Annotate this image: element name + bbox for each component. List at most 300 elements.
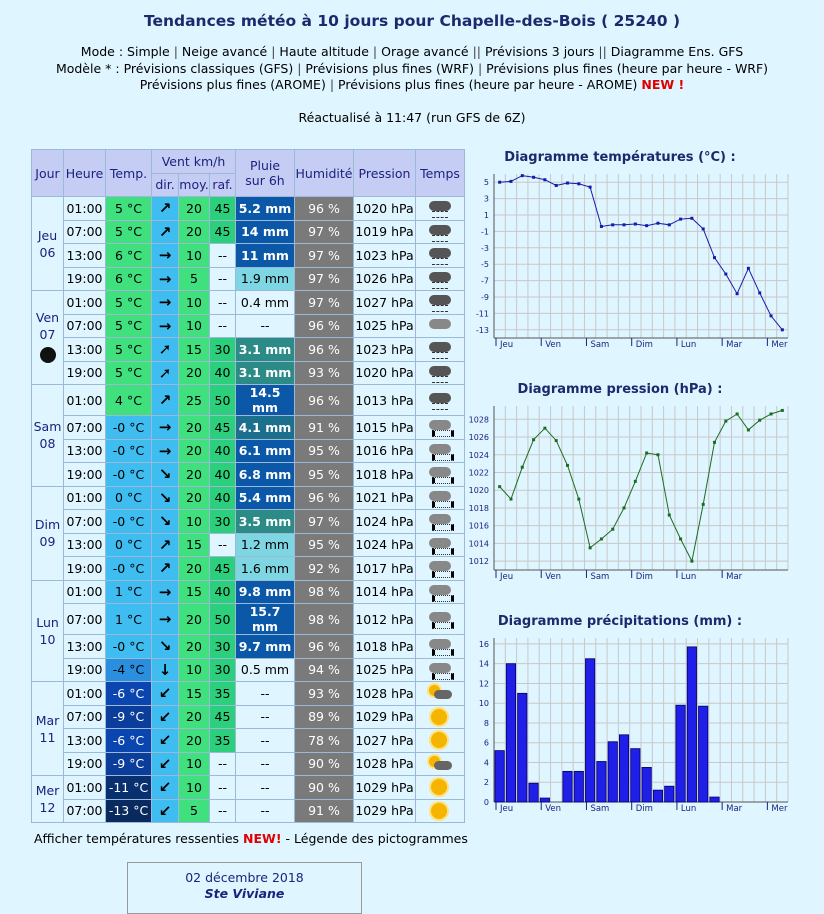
precip-bar bbox=[597, 761, 606, 802]
temperature-cell: -9 °C bbox=[106, 752, 152, 776]
precip-bar bbox=[676, 705, 685, 802]
table-row bbox=[32, 361, 465, 385]
data-point bbox=[532, 438, 535, 441]
humidity-cell: 95 % bbox=[295, 439, 354, 463]
new-moon-icon bbox=[40, 347, 56, 363]
weather-icon-cell bbox=[416, 580, 465, 604]
x-tick-label: Mer bbox=[771, 804, 788, 814]
wind-average-cell: 10 bbox=[179, 314, 210, 338]
pressure-cell: 1024 hPa bbox=[354, 510, 416, 534]
wind-direction-arrow: ↓ bbox=[152, 658, 179, 682]
humidity-cell: 96 % bbox=[295, 385, 354, 416]
model-nav-arome bbox=[0, 77, 824, 93]
y-tick-label: 1028 bbox=[468, 415, 489, 425]
data-point bbox=[645, 451, 648, 454]
data-point bbox=[600, 537, 603, 540]
rain-cell: 9.8 mm bbox=[236, 580, 295, 604]
temperature-cell: 6 °C bbox=[106, 267, 152, 291]
data-point bbox=[521, 174, 524, 177]
hour-cell: 19:00 bbox=[64, 463, 106, 487]
rain-icon bbox=[427, 223, 453, 241]
hour-cell: 01:00 bbox=[64, 385, 106, 416]
header-day: Jour bbox=[32, 150, 64, 197]
legend-link[interactable]: Légende des pictogrammes bbox=[294, 831, 468, 846]
rain-icon bbox=[427, 391, 453, 409]
wind-average-cell: 25 bbox=[179, 385, 210, 416]
weather-icon-cell bbox=[416, 220, 465, 244]
weather-icon-cell bbox=[416, 486, 465, 510]
precip-bar bbox=[585, 659, 594, 802]
data-point bbox=[611, 528, 614, 531]
table-row bbox=[32, 682, 465, 706]
wind-average-cell: 20 bbox=[179, 416, 210, 440]
wind-gust-cell: 40 bbox=[210, 580, 236, 604]
precip-bar bbox=[631, 749, 640, 802]
wind-gust-cell: -- bbox=[210, 533, 236, 557]
table-row bbox=[32, 267, 465, 291]
table-row bbox=[32, 729, 465, 753]
wind-average-cell: 15 bbox=[179, 338, 210, 362]
day-number: 10 bbox=[39, 631, 56, 647]
wind-direction-arrow: ↗ bbox=[152, 385, 179, 416]
day-name: Mar bbox=[35, 712, 60, 728]
feels-like-link[interactable]: Afficher températures ressenties bbox=[34, 831, 240, 846]
table-row bbox=[32, 291, 465, 315]
hour-cell: 07:00 bbox=[64, 314, 106, 338]
y-tick-label: -5 bbox=[481, 260, 489, 270]
weather-icon-cell bbox=[416, 776, 465, 800]
pressure-chart-title: Diagramme pression (hPa) : bbox=[517, 382, 723, 397]
temperature-cell: -0 °C bbox=[106, 439, 152, 463]
footer-separator: - bbox=[281, 831, 295, 846]
data-point bbox=[668, 223, 671, 226]
wind-direction-arrow: ↘ bbox=[152, 510, 179, 534]
nav-label: Modèle * : bbox=[55, 61, 120, 76]
data-point bbox=[509, 180, 512, 183]
data-point bbox=[770, 314, 773, 317]
data-point bbox=[589, 546, 592, 549]
rain-cell: -- bbox=[236, 799, 295, 823]
pressure-cell: 1019 hPa bbox=[354, 220, 416, 244]
wind-average-cell: 10 bbox=[179, 776, 210, 800]
data-point bbox=[736, 412, 739, 415]
wind-average-cell: 15 bbox=[179, 580, 210, 604]
nav-label: Mode : bbox=[80, 44, 124, 59]
temperature-cell: -9 °C bbox=[106, 705, 152, 729]
humidity-cell: 94 % bbox=[295, 658, 354, 682]
table-row bbox=[32, 486, 465, 510]
nav-link[interactable]: Prévisions 3 jours bbox=[484, 44, 595, 59]
wind-direction-arrow: ↘ bbox=[152, 635, 179, 659]
hour-cell: 19:00 bbox=[64, 361, 106, 385]
hour-cell: 01:00 bbox=[64, 291, 106, 315]
nav-link[interactable]: Orage avancé bbox=[381, 44, 469, 59]
temperature-cell: -4 °C bbox=[106, 658, 152, 682]
x-tick-label: Sam bbox=[590, 340, 610, 350]
weather-icon-cell bbox=[416, 267, 465, 291]
header-wind-dir: dir. bbox=[152, 173, 179, 197]
weather-icon-cell bbox=[416, 338, 465, 362]
x-tick-label: Dim bbox=[635, 572, 653, 582]
wind-average-cell: 20 bbox=[179, 361, 210, 385]
data-point bbox=[498, 181, 501, 184]
humidity-cell: 96 % bbox=[295, 338, 354, 362]
weather-icon-cell bbox=[416, 244, 465, 268]
x-tick-label: Ven bbox=[545, 340, 562, 350]
wind-average-cell: 20 bbox=[179, 635, 210, 659]
rain-cell: 6.1 mm bbox=[236, 439, 295, 463]
precipitation-chart bbox=[470, 630, 794, 820]
temperature-cell: -6 °C bbox=[106, 729, 152, 753]
wind-average-cell: 20 bbox=[179, 197, 210, 221]
data-point bbox=[521, 466, 524, 469]
temperature-cell: -11 °C bbox=[106, 776, 152, 800]
header-wind-avg: moy. bbox=[179, 173, 210, 197]
temperature-cell: 0 °C bbox=[106, 486, 152, 510]
nav-link[interactable]: Haute altitude bbox=[279, 44, 369, 59]
data-point bbox=[724, 273, 727, 276]
pressure-cell: 1029 hPa bbox=[354, 705, 416, 729]
wind-average-cell: 10 bbox=[179, 752, 210, 776]
table-row bbox=[32, 220, 465, 244]
hour-cell: 13:00 bbox=[64, 533, 106, 557]
rain-cell: 1.2 mm bbox=[236, 533, 295, 557]
pressure-cell: 1026 hPa bbox=[354, 267, 416, 291]
weather-icon-cell bbox=[416, 752, 465, 776]
y-tick-label: 0 bbox=[483, 798, 489, 807]
nav-link[interactable]: Neige avancé bbox=[181, 44, 268, 59]
temperature-cell: -0 °C bbox=[106, 463, 152, 487]
sun-icon bbox=[427, 802, 453, 820]
wind-average-cell: 5 bbox=[179, 267, 210, 291]
wind-direction-arrow: ↗ bbox=[152, 533, 179, 557]
data-point bbox=[634, 480, 637, 483]
nav-link[interactable]: Prévisions classiques (GFS) bbox=[123, 61, 294, 76]
x-tick-label: Jeu bbox=[500, 340, 514, 350]
pressure-cell: 1023 hPa bbox=[354, 338, 416, 362]
precip-bar bbox=[529, 783, 538, 802]
data-point bbox=[702, 503, 705, 506]
rain-cell: 5.2 mm bbox=[236, 197, 295, 221]
wind-direction-arrow: → bbox=[152, 291, 179, 315]
data-point bbox=[713, 256, 716, 259]
rain-cell: -- bbox=[236, 729, 295, 753]
rain-cell: 3.1 mm bbox=[236, 338, 295, 362]
wind-direction-arrow: → bbox=[152, 244, 179, 268]
pressure-chart bbox=[470, 398, 794, 588]
data-point bbox=[577, 498, 580, 501]
day-name: Lun bbox=[36, 614, 59, 630]
temperature-cell: 5 °C bbox=[106, 361, 152, 385]
rain-cell: -- bbox=[236, 682, 295, 706]
weather-icon-cell bbox=[416, 635, 465, 659]
sun-icon bbox=[427, 731, 453, 749]
data-point bbox=[543, 427, 546, 430]
wind-gust-cell: -- bbox=[210, 267, 236, 291]
data-point bbox=[690, 560, 693, 563]
snow-icon bbox=[427, 610, 453, 628]
temperature-cell: 0 °C bbox=[106, 533, 152, 557]
y-tick-label: 1024 bbox=[468, 450, 489, 460]
rain-cell: 1.6 mm bbox=[236, 557, 295, 581]
table-row bbox=[32, 557, 465, 581]
model-nav bbox=[0, 61, 824, 77]
header-humidity: Humidité bbox=[295, 150, 354, 197]
temperature-cell: 4 °C bbox=[106, 385, 152, 416]
nav-link[interactable]: Simple bbox=[127, 44, 170, 59]
humidity-cell: 97 % bbox=[295, 244, 354, 268]
header-rain: Pluie sur 6h bbox=[236, 150, 295, 197]
data-point bbox=[623, 506, 626, 509]
y-tick-label: 1020 bbox=[468, 486, 489, 496]
day-cell bbox=[32, 682, 64, 776]
wind-gust-cell: 45 bbox=[210, 197, 236, 221]
rain-cell: 0.5 mm bbox=[236, 658, 295, 682]
table-row bbox=[32, 635, 465, 659]
weather-icon-cell bbox=[416, 682, 465, 706]
humidity-cell: 96 % bbox=[295, 197, 354, 221]
x-tick-label: Ven bbox=[545, 804, 562, 814]
temperature-cell: 5 °C bbox=[106, 291, 152, 315]
table-row bbox=[32, 752, 465, 776]
data-point bbox=[747, 428, 750, 431]
x-tick-label: Jeu bbox=[500, 572, 514, 582]
weather-icon-cell bbox=[416, 510, 465, 534]
wind-direction-arrow: ➚ bbox=[152, 361, 179, 385]
data-point bbox=[702, 227, 705, 230]
wind-gust-cell: -- bbox=[210, 799, 236, 823]
weather-icon-cell bbox=[416, 729, 465, 753]
precip-bar bbox=[687, 647, 696, 802]
wind-direction-arrow: ↘ bbox=[152, 486, 179, 510]
table-row bbox=[32, 510, 465, 534]
hour-cell: 07:00 bbox=[64, 510, 106, 534]
pressure-cell: 1018 hPa bbox=[354, 463, 416, 487]
table-row bbox=[32, 658, 465, 682]
header-pressure: Pression bbox=[354, 150, 416, 197]
date-box bbox=[127, 862, 362, 914]
temperature-cell: -13 °C bbox=[106, 799, 152, 823]
wind-direction-arrow: ↗ bbox=[152, 197, 179, 221]
day-number: 09 bbox=[39, 534, 56, 549]
snow-icon bbox=[427, 489, 453, 507]
hour-cell: 13:00 bbox=[64, 729, 106, 753]
pressure-cell: 1021 hPa bbox=[354, 486, 416, 510]
weather-icon-cell bbox=[416, 604, 465, 635]
precip-bar bbox=[699, 706, 708, 802]
weather-icon-cell bbox=[416, 385, 465, 416]
wind-gust-cell: 30 bbox=[210, 338, 236, 362]
data-point bbox=[656, 222, 659, 225]
wind-gust-cell: 45 bbox=[210, 416, 236, 440]
rain-cell: -- bbox=[236, 314, 295, 338]
temperature-cell: 6 °C bbox=[106, 244, 152, 268]
partly-cloudy-icon bbox=[427, 755, 453, 773]
data-point bbox=[555, 184, 558, 187]
day-name: Sam bbox=[33, 419, 62, 435]
humidity-cell: 97 % bbox=[295, 267, 354, 291]
table-row bbox=[32, 416, 465, 440]
nav-link[interactable]: Prévisions plus fines (AROME) bbox=[139, 77, 326, 92]
wind-gust-cell: -- bbox=[210, 752, 236, 776]
pressure-cell: 1025 hPa bbox=[354, 658, 416, 682]
weather-icon-cell bbox=[416, 291, 465, 315]
table-row bbox=[32, 799, 465, 823]
temperature-cell: 5 °C bbox=[106, 338, 152, 362]
header-weather: Temps bbox=[416, 150, 465, 197]
hour-cell: 19:00 bbox=[64, 557, 106, 581]
data-point bbox=[668, 514, 671, 517]
wind-gust-cell: -- bbox=[210, 776, 236, 800]
saint-of-day: Ste Viviane bbox=[204, 886, 285, 901]
rain-icon bbox=[427, 270, 453, 288]
humidity-cell: 91 % bbox=[295, 799, 354, 823]
hour-cell: 19:00 bbox=[64, 658, 106, 682]
y-tick-label: 1012 bbox=[468, 557, 489, 567]
x-tick-label: Jeu bbox=[500, 804, 514, 814]
hour-cell: 13:00 bbox=[64, 635, 106, 659]
mode-nav bbox=[0, 44, 824, 60]
wind-average-cell: 20 bbox=[179, 604, 210, 635]
wind-direction-arrow: ↙ bbox=[152, 682, 179, 706]
nav-separator: | bbox=[297, 61, 302, 76]
pressure-cell: 1028 hPa bbox=[354, 682, 416, 706]
rain-cell: 15.7 mm bbox=[236, 604, 295, 635]
header-wind-gust: raf. bbox=[210, 173, 236, 197]
data-point bbox=[781, 328, 784, 331]
precip-bar bbox=[642, 767, 651, 802]
y-tick-label: 4 bbox=[483, 758, 489, 768]
temperature-cell: -6 °C bbox=[106, 682, 152, 706]
wind-gust-cell: 35 bbox=[210, 729, 236, 753]
nav-separator: || bbox=[472, 44, 481, 59]
temperature-cell: 1 °C bbox=[106, 604, 152, 635]
temperature-cell: 1 °C bbox=[106, 580, 152, 604]
x-tick-label: Sam bbox=[590, 804, 610, 814]
pressure-cell: 1020 hPa bbox=[354, 197, 416, 221]
wind-gust-cell: -- bbox=[210, 291, 236, 315]
y-tick-label: -13 bbox=[475, 325, 489, 335]
wind-gust-cell: 40 bbox=[210, 486, 236, 510]
wind-gust-cell: 30 bbox=[210, 658, 236, 682]
day-cell bbox=[32, 486, 64, 580]
wind-average-cell: 10 bbox=[179, 510, 210, 534]
weather-icon-cell bbox=[416, 361, 465, 385]
humidity-cell: 97 % bbox=[295, 510, 354, 534]
day-name: Ven bbox=[35, 309, 60, 325]
table-row bbox=[32, 197, 465, 221]
y-tick-label: -7 bbox=[481, 276, 489, 286]
table-row bbox=[32, 705, 465, 729]
refresh-info: Réactualisé à 11:47 (run GFS de 6Z) bbox=[298, 110, 526, 125]
x-tick-label: Mar bbox=[726, 340, 743, 350]
x-tick-label: Mer bbox=[771, 340, 788, 350]
wind-direction-arrow: → bbox=[152, 439, 179, 463]
wind-average-cell: 20 bbox=[179, 557, 210, 581]
table-row bbox=[32, 244, 465, 268]
wind-gust-cell: 45 bbox=[210, 220, 236, 244]
humidity-cell: 91 % bbox=[295, 416, 354, 440]
humidity-cell: 98 % bbox=[295, 604, 354, 635]
x-tick-label: Lun bbox=[680, 340, 697, 350]
humidity-cell: 92 % bbox=[295, 557, 354, 581]
data-point bbox=[532, 176, 535, 179]
precip-bar bbox=[518, 693, 527, 802]
data-point bbox=[781, 409, 784, 412]
y-tick-label: 10 bbox=[478, 699, 489, 709]
wind-average-cell: 10 bbox=[179, 244, 210, 268]
day-number: 08 bbox=[39, 436, 56, 452]
hour-cell: 07:00 bbox=[64, 705, 106, 729]
day-cell bbox=[32, 197, 64, 291]
wind-direction-arrow: ↙ bbox=[152, 752, 179, 776]
data-point bbox=[679, 218, 682, 221]
temperature-chart-title: Diagramme températures (°C) : bbox=[504, 150, 736, 165]
rain-cell: 6.8 mm bbox=[236, 463, 295, 487]
day-name: Dim bbox=[34, 517, 61, 532]
rain-cell: 3.5 mm bbox=[236, 510, 295, 534]
humidity-cell: 78 % bbox=[295, 729, 354, 753]
table-row bbox=[32, 604, 465, 635]
humidity-cell: 95 % bbox=[295, 533, 354, 557]
humidity-cell: 90 % bbox=[295, 752, 354, 776]
day-cell bbox=[32, 291, 64, 385]
data-point bbox=[656, 453, 659, 456]
wind-direction-arrow: ↙ bbox=[152, 705, 179, 729]
temperature-cell: 5 °C bbox=[106, 314, 152, 338]
wind-gust-cell: -- bbox=[210, 314, 236, 338]
precip-bar bbox=[495, 751, 504, 802]
wind-direction-arrow: ↗ bbox=[152, 220, 179, 244]
pressure-cell: 1018 hPa bbox=[354, 635, 416, 659]
temperature-cell: -0 °C bbox=[106, 510, 152, 534]
wind-gust-cell: 50 bbox=[210, 385, 236, 416]
rain-cell: 3.1 mm bbox=[236, 361, 295, 385]
pressure-cell: 1025 hPa bbox=[354, 314, 416, 338]
day-cell bbox=[32, 776, 64, 823]
day-cell bbox=[32, 385, 64, 487]
page-title: Tendances météo à 10 jours pour Chapelle-des-Bois ( 25240 ) bbox=[143, 12, 681, 30]
nav-link[interactable]: Diagramme Ens. GFS bbox=[610, 44, 744, 59]
pressure-cell: 1028 hPa bbox=[354, 752, 416, 776]
data-point bbox=[770, 412, 773, 415]
rain-cell: 4.1 mm bbox=[236, 416, 295, 440]
hour-cell: 07:00 bbox=[64, 604, 106, 635]
y-tick-label: 1016 bbox=[468, 521, 489, 531]
data-point bbox=[679, 537, 682, 540]
precip-bar bbox=[653, 790, 662, 802]
rain-icon bbox=[427, 199, 453, 217]
wind-gust-cell: 40 bbox=[210, 463, 236, 487]
data-point bbox=[747, 267, 750, 270]
snow-icon bbox=[427, 559, 453, 577]
temperature-cell: -0 °C bbox=[106, 557, 152, 581]
nav-link[interactable]: Prévisions plus fines (heure par heure - WRF) bbox=[486, 61, 769, 76]
wind-average-cell: 20 bbox=[179, 463, 210, 487]
data-point bbox=[566, 182, 569, 185]
data-point bbox=[736, 292, 739, 295]
wind-direction-arrow: → bbox=[152, 267, 179, 291]
rain-icon bbox=[427, 246, 453, 264]
data-point bbox=[758, 419, 761, 422]
table-row bbox=[32, 533, 465, 557]
footer-links bbox=[34, 831, 468, 846]
nav-link[interactable]: Prévisions plus fines (WRF) bbox=[305, 61, 474, 76]
data-point bbox=[543, 178, 546, 181]
nav-separator: || bbox=[598, 44, 607, 59]
x-tick-label: Mar bbox=[726, 804, 743, 814]
nav-link[interactable]: Prévisions plus fines (heure par heure - AROME) bbox=[338, 77, 638, 92]
